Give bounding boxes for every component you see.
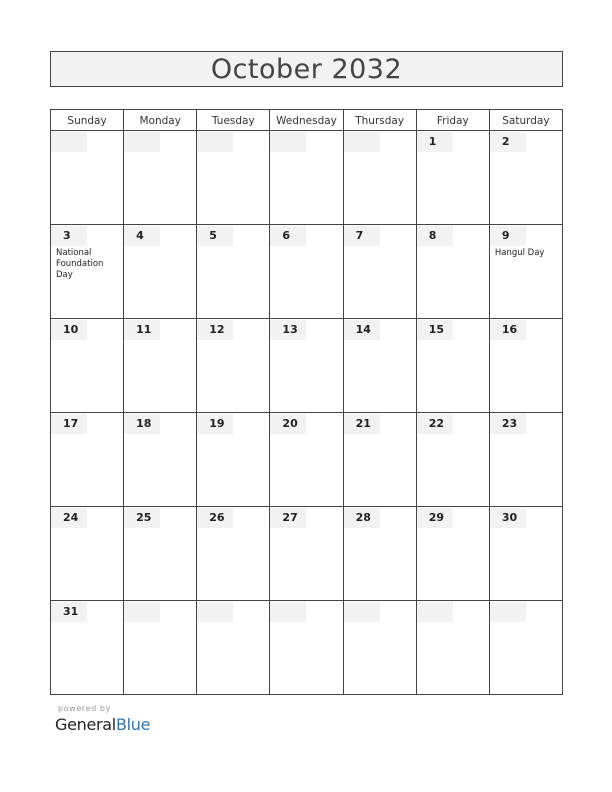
day-number: 30 (490, 508, 526, 528)
day-cell (270, 225, 343, 319)
day-number (344, 132, 380, 152)
day-number: 3 (51, 226, 87, 246)
day-number: 11 (124, 320, 160, 340)
day-cell (489, 131, 562, 225)
day-number: 22 (417, 414, 453, 434)
day-cell (489, 507, 562, 601)
day-cell (124, 131, 197, 225)
day-cell (270, 507, 343, 601)
day-number (490, 602, 526, 622)
day-number (197, 132, 233, 152)
week-row (51, 131, 563, 225)
day-number: 28 (344, 508, 380, 528)
calendar-grid (50, 109, 563, 695)
day-number: 31 (51, 602, 87, 622)
day-cell (343, 507, 416, 601)
day-cell (197, 131, 270, 225)
weekday-tuesday: Tuesday (197, 110, 270, 131)
day-number: 1 (417, 132, 453, 152)
day-number: 16 (490, 320, 526, 340)
day-cell (270, 413, 343, 507)
day-number: 17 (51, 414, 87, 434)
day-cell (343, 601, 416, 695)
day-number (344, 602, 380, 622)
day-number (51, 132, 87, 152)
day-number: 14 (344, 320, 380, 340)
day-cell (197, 601, 270, 695)
day-number: 23 (490, 414, 526, 434)
day-cell (124, 319, 197, 413)
day-number (417, 602, 453, 622)
day-number: 19 (197, 414, 233, 434)
week-row (51, 507, 563, 601)
day-cell (489, 601, 562, 695)
day-cell (51, 225, 124, 319)
calendar-body (51, 131, 563, 695)
day-number: 4 (124, 226, 160, 246)
day-number: 29 (417, 508, 453, 528)
day-cell (343, 131, 416, 225)
day-cell (124, 225, 197, 319)
brand-logo (55, 715, 150, 734)
day-number: 18 (124, 414, 160, 434)
day-number (124, 132, 160, 152)
weekday-saturday: Saturday (489, 110, 562, 131)
weekday-monday: Monday (124, 110, 197, 131)
day-number: 10 (51, 320, 87, 340)
day-number: 5 (197, 226, 233, 246)
day-cell (416, 131, 489, 225)
day-cell (51, 507, 124, 601)
week-row (51, 319, 563, 413)
day-cell (124, 507, 197, 601)
weekday-wednesday: Wednesday (270, 110, 343, 131)
powered-by-label: powered by (58, 704, 111, 713)
day-number: 12 (197, 320, 233, 340)
brand-blue: Blue (115, 715, 151, 734)
day-number: 8 (417, 226, 453, 246)
day-number: 6 (270, 226, 306, 246)
day-cell (270, 601, 343, 695)
holiday-label: National Foundation Day (56, 248, 104, 280)
day-cell (51, 131, 124, 225)
day-cell (51, 413, 124, 507)
day-number: 27 (270, 508, 306, 528)
day-number (124, 602, 160, 622)
month-title-box (50, 51, 563, 87)
day-number (197, 602, 233, 622)
day-cell (416, 413, 489, 507)
weekday-sunday: Sunday (51, 110, 124, 131)
day-cell (270, 131, 343, 225)
day-cell (343, 319, 416, 413)
day-number: 7 (344, 226, 380, 246)
weekday-thursday: Thursday (343, 110, 416, 131)
day-number (270, 132, 306, 152)
day-cell (197, 507, 270, 601)
day-number: 21 (344, 414, 380, 434)
week-row (51, 225, 563, 319)
day-cell (416, 319, 489, 413)
day-cell (489, 413, 562, 507)
weekday-friday: Friday (416, 110, 489, 131)
day-number: 26 (197, 508, 233, 528)
holiday-label: Hangul Day (494, 248, 545, 258)
day-number: 20 (270, 414, 306, 434)
day-cell (416, 601, 489, 695)
day-cell (197, 413, 270, 507)
day-number: 13 (270, 320, 306, 340)
day-number: 24 (51, 508, 87, 528)
day-number: 9 (490, 226, 526, 246)
day-number: 2 (490, 132, 526, 152)
day-cell (489, 225, 562, 319)
day-number (270, 602, 306, 622)
brand-general: General (55, 715, 116, 734)
day-cell (197, 319, 270, 413)
day-cell (270, 319, 343, 413)
day-cell (343, 413, 416, 507)
weekday-header-row (51, 110, 563, 131)
week-row (51, 413, 563, 507)
day-number: 25 (124, 508, 160, 528)
page-title: October 2032 (210, 53, 403, 85)
day-cell (416, 225, 489, 319)
week-row (51, 601, 563, 695)
day-cell (416, 507, 489, 601)
day-cell (489, 319, 562, 413)
day-cell (124, 413, 197, 507)
day-cell (51, 601, 124, 695)
day-cell (124, 601, 197, 695)
day-number: 15 (417, 320, 453, 340)
day-cell (343, 225, 416, 319)
day-cell (197, 225, 270, 319)
day-cell (51, 319, 124, 413)
